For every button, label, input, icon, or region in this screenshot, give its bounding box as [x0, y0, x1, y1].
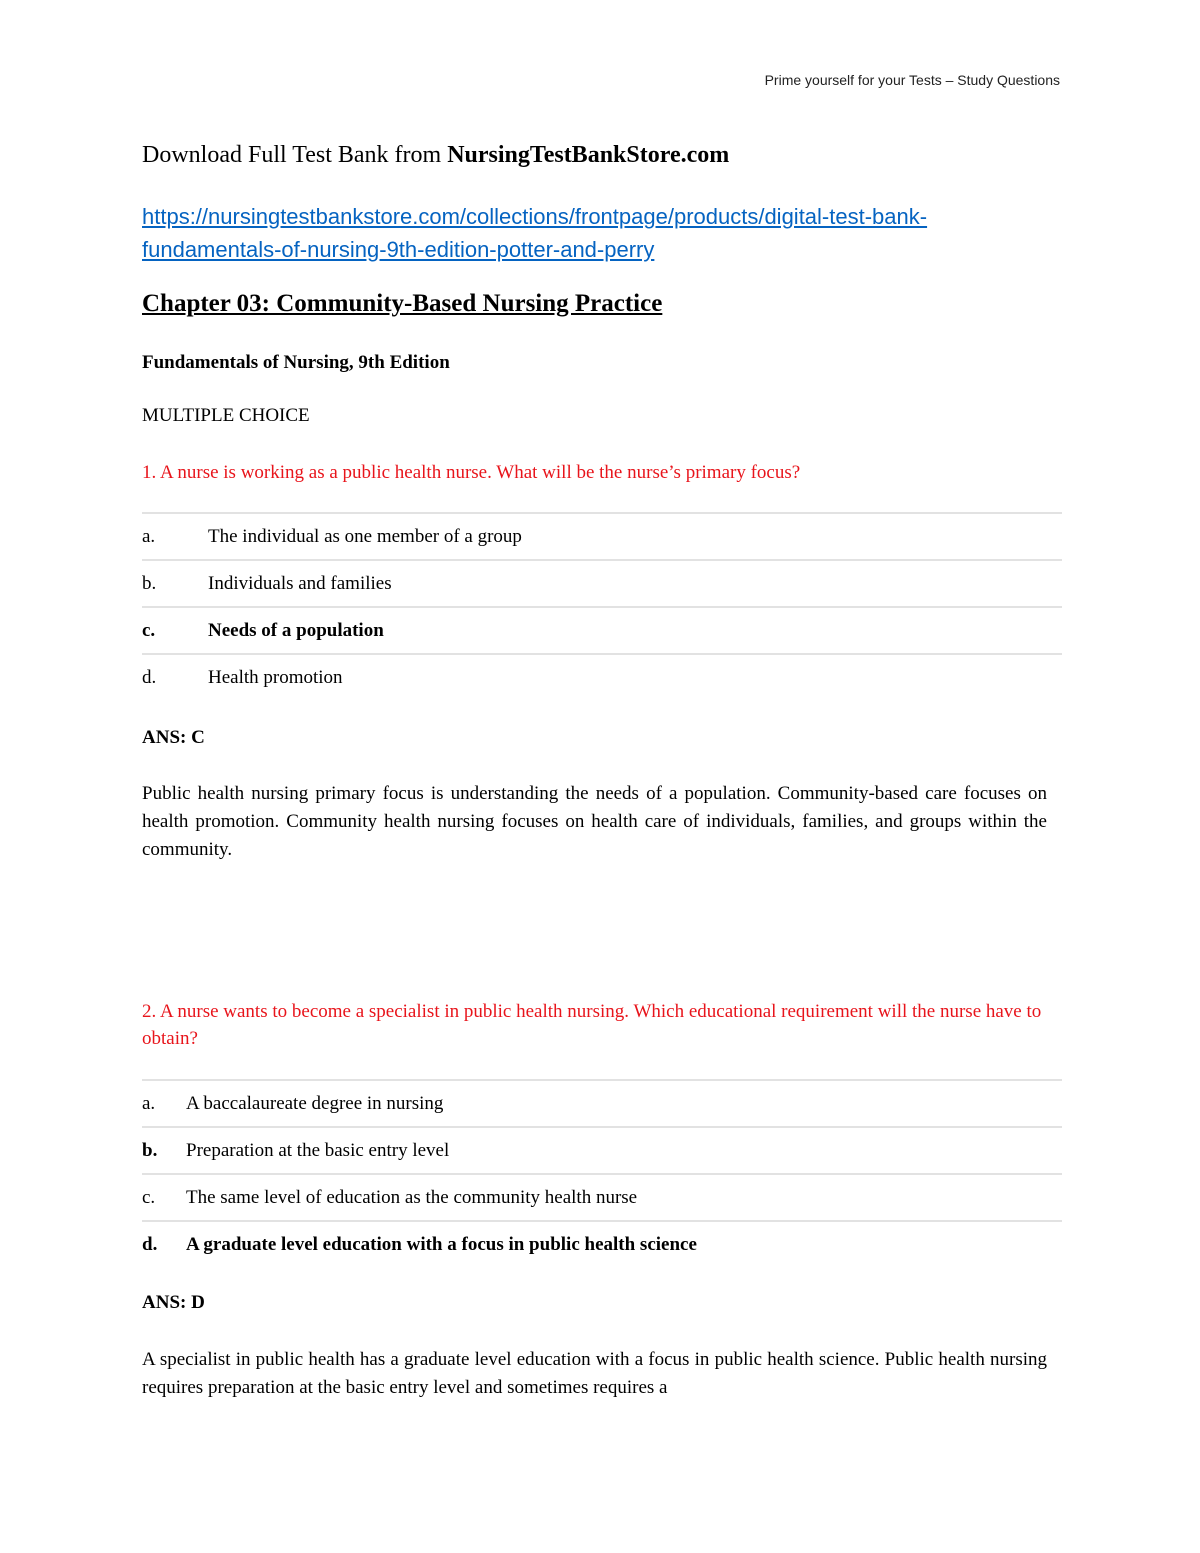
- page-header: Prime yourself for your Tests – Study Questions: [764, 72, 1060, 88]
- choice-letter: c.: [142, 1186, 156, 1208]
- rationale-1: Public health nursing primary focus is understanding the needs of a population. Community-based care focuses on health promotion. Community health nursing focuses on health care of individuals, families, and groups within the community.: [142, 783, 1047, 860]
- answer-1: ANS: C: [142, 727, 205, 748]
- choice-letter: d.: [142, 1233, 158, 1255]
- choice-text: A baccalaureate degree in nursing: [186, 1092, 444, 1114]
- choice-b: [142, 1126, 1062, 1173]
- section-heading: MULTIPLE CHOICE: [142, 405, 310, 426]
- choice-b: [142, 559, 1062, 606]
- choice-d: [142, 653, 1062, 700]
- choice-text: The individual as one member of a group: [208, 525, 522, 547]
- product-link-line-2[interactable]: fundamentals-of-nursing-9th-edition-potter-and-perry: [142, 237, 655, 262]
- choice-a: [142, 512, 1062, 559]
- choice-c-correct: [142, 606, 1062, 653]
- choice-letter: b.: [142, 572, 157, 594]
- download-site: NursingTestBankStore.com: [447, 142, 730, 168]
- choice-text: Needs of a population: [208, 619, 384, 641]
- chapter-title: Chapter 03: Community-Based Nursing Practice: [142, 290, 663, 317]
- choice-text: Preparation at the basic entry level: [186, 1139, 450, 1161]
- choice-text: The same level of education as the community health nurse: [186, 1186, 638, 1208]
- choice-text: A graduate level education with a focus in public health science: [186, 1233, 697, 1255]
- product-link[interactable]: [142, 200, 1062, 266]
- choice-letter: c.: [142, 619, 156, 641]
- choice-text: Individuals and families: [208, 572, 392, 594]
- choice-letter: d.: [142, 666, 157, 688]
- question-1: 1. A nurse is working as a public health nurse. What will be the nurse’s primary focus?: [142, 462, 801, 483]
- product-link-line-1[interactable]: https://nursingtestbankstore.com/collections/frontpage/products/digital-test-bank-: [142, 204, 928, 229]
- question-2-choices: [142, 1079, 1062, 1267]
- question-1-choices: [142, 512, 1062, 700]
- choice-letter: b.: [142, 1139, 158, 1161]
- choice-letter: a.: [142, 1092, 156, 1114]
- download-prefix: Download Full Test Bank from: [142, 142, 448, 168]
- rationale-2: A specialist in public health has a graduate level education with a focus in public health science. Public health nursing requires preparation at the basic entry level and sometimes requires a: [142, 1349, 1047, 1398]
- choice-d-correct: [142, 1220, 1062, 1267]
- answer-2: ANS: D: [142, 1292, 205, 1313]
- choice-c: [142, 1173, 1062, 1220]
- question-2: 2. A nurse wants to become a specialist in public health nursing. Which educational requirement will the nurse have to obtain?: [142, 1001, 1042, 1049]
- choice-a: [142, 1079, 1062, 1126]
- choice-letter: a.: [142, 525, 156, 547]
- book-title: Fundamentals of Nursing, 9th Edition: [142, 352, 450, 373]
- choice-text: Health promotion: [208, 666, 343, 688]
- download-line: [142, 142, 729, 169]
